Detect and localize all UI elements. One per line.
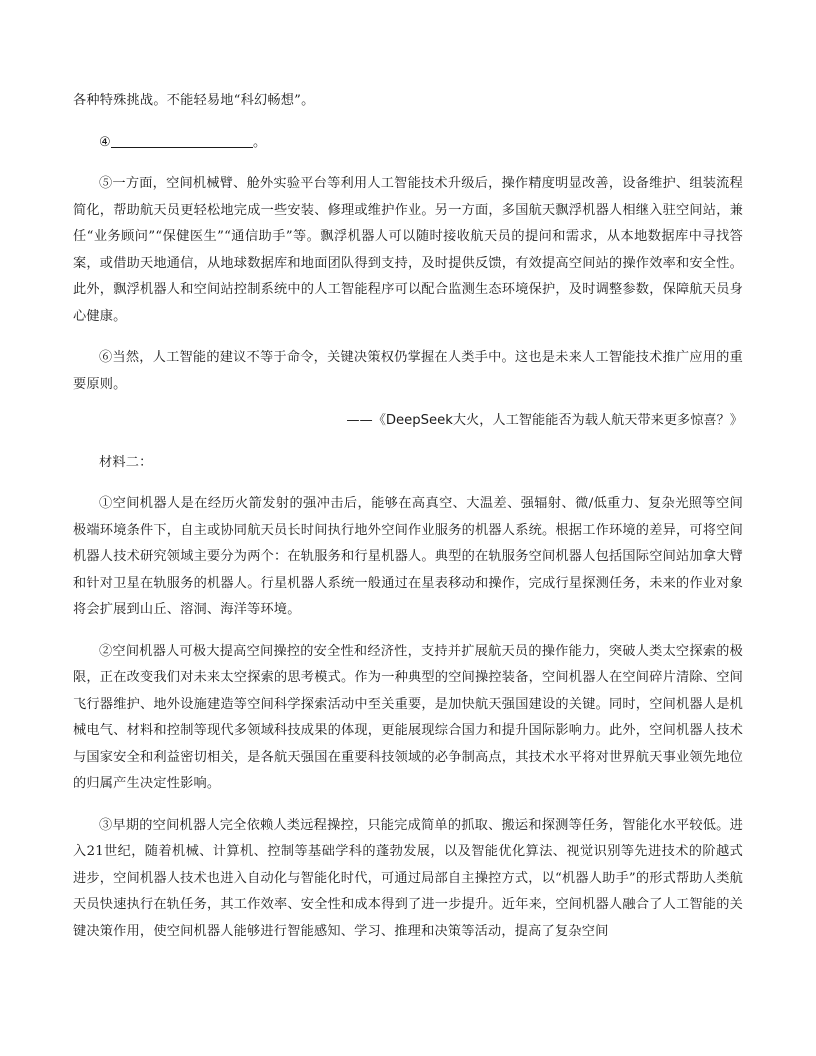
section-heading-material-2: 材料二： <box>99 454 153 470</box>
paragraph-6: ⑥当然，人工智能的建议不等于命令，关键决策权仍掌握在人类手中。这也是未来人工智能技术推广应用的重要原则。 <box>73 350 743 392</box>
paragraph-4-blank <box>73 130 743 157</box>
blank-punctuation: 。 <box>253 134 267 150</box>
paragraph-m2-1: ①空间机器人是在经历火箭发射的强冲击后，能够在高真空、大温差、强辐射、微/低重力、复杂光照等空间极端环境条件下，自主或协同航天员长时间执行地外空间作业服务的机器人系统。根据工作环境的差异，可将空间机器人技术研究领域主要分为两个：在轨服务和行星机器人。典型的在轨服务空间机器人包括国际空间站加拿大臂和针对卫星在轨服务的机器人。行星机器人系统一般通过在星表移动和操作，完成行星探测任务，未来的作业对象将会扩展到山丘、溶洞、海洋等环境。 <box>73 496 743 617</box>
paragraph-continuation: 各种特殊挑战。不能轻易地“科幻畅想”。 <box>73 93 315 108</box>
document-page <box>73 88 743 945</box>
paragraph-m2-2: ②空间机器人可极大提高空间操控的安全性和经济性，支持并扩展航天员的操作能力，突破人类太空探索的极限，正在改变我们对未来太空探索的思考模式。作为一种典型的空间操控装备，空间机器人在空间碎片清除、空间飞行器维护、地外设施建造等空间科学探索活动中至关重要，是加快航天强国建设的关键。同时，空间机器人是机械电气、材料和控制等现代多领域科技成果的体现，更能展现综合国力和提升国际影响力。此外，空间机器人技术与国家安全和利益密切相关，是各航天强国在重要科技领域的必争制高点，其技术水平将对世界航天事业领先地位的归属产生决定性影响。 <box>73 643 743 791</box>
source-citation: ——《DeepSeek大火，人工智能能否为载人航天带来更多惊喜？》 <box>346 413 743 428</box>
fill-in-blank[interactable] <box>111 133 253 148</box>
paragraph-5: ⑤一方面，空间机械臂、舱外实验平台等利用人工智能技术升级后，操作精度明显改善，设备维护、组装流程简化，帮助航天员更轻松地完成一些安装、修理或维护作业。另一方面，多国航天飘浮机器人相继入驻空间站，兼任“业务顾问”“保健医生”“通信助手”等。飘浮机器人可以随时接收航天员的提问和需求，从本地数据库中寻找答案，或借助天地通信，从地球数据库和地面团队得到支持，及时提供反馈，有效提高空间站的操作效率和安全性。此外，飘浮机器人和空间站控制系统中的人工智能程序可以配合监测生态环境保护，及时调整参数，保障航天员身心健康。 <box>73 176 743 324</box>
paragraph-number: ④ <box>99 134 112 150</box>
paragraph-m2-3: ③早期的空间机器人完全依赖人类远程操控，只能完成简单的抓取、搬运和探测等任务，智能化水平较低。进入21世纪，随着机械、计算机、控制等基础学科的蓬勃发展，以及智能优化算法、视觉识别等先进技术的阶越式进步，空间机器人技术也进入自动化与智能化时代，可通过局部自主操控方式，以“机器人助手”的形式帮助人类航天员快速执行在轨任务，其工作效率、安全性和成本得到了进一步提升。近年来，空间机器人融合了人工智能的关键决策作用，使空间机器人能够进行智能感知、学习、推理和决策等活动，提高了复杂空间 <box>73 817 743 939</box>
